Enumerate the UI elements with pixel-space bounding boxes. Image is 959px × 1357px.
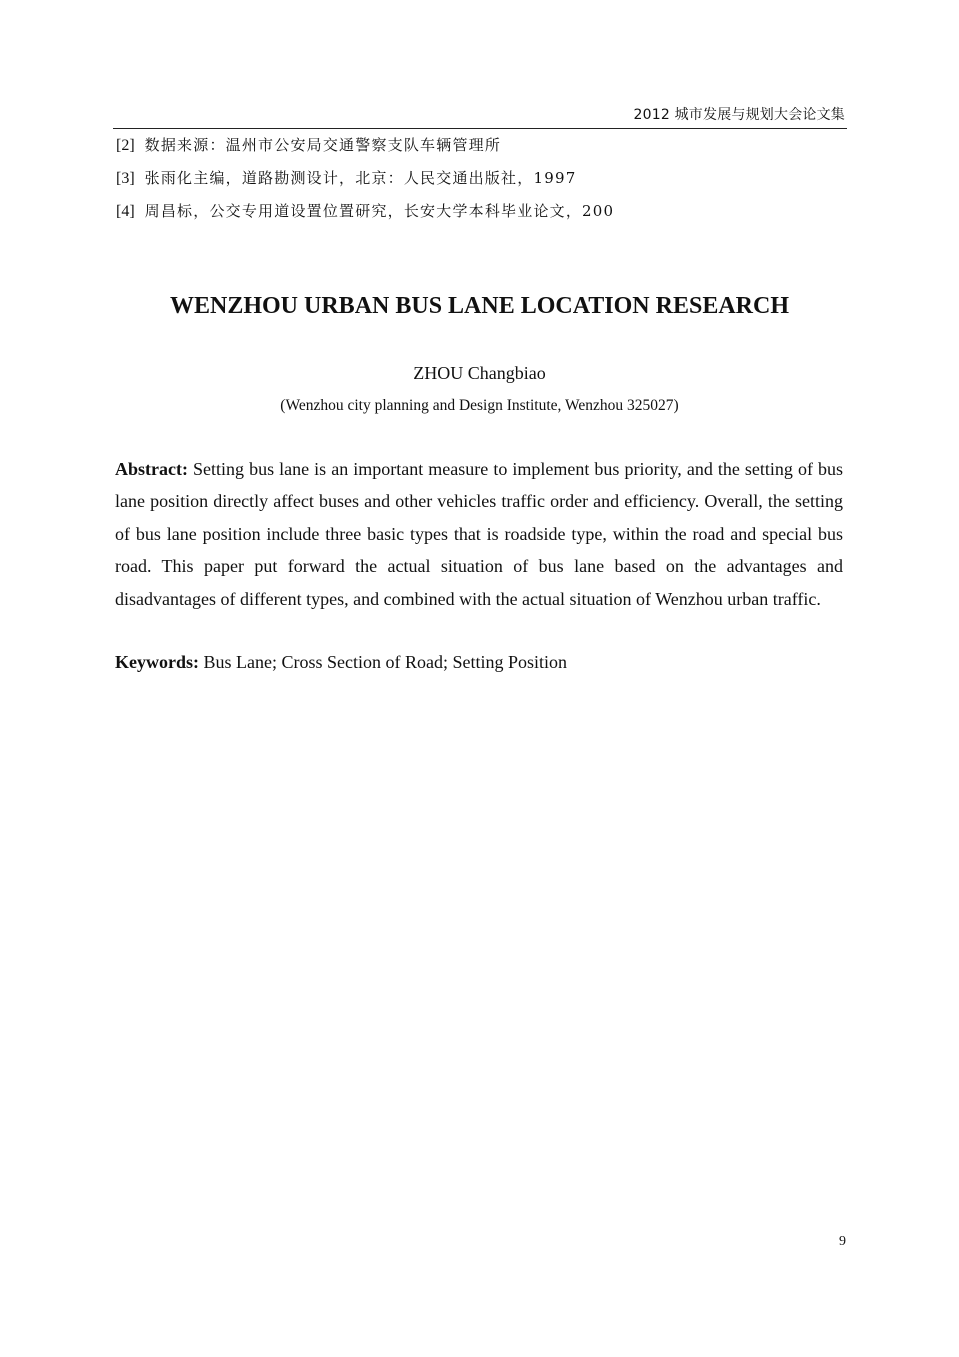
- reference-number: [2]: [116, 137, 135, 154]
- abstract: [115, 453, 843, 615]
- author-name: ZHOU Changbiao: [413, 363, 546, 383]
- keywords: [115, 646, 843, 678]
- reference-item: [116, 167, 846, 200]
- paper-title: WENZHOU URBAN BUS LANE LOCATION RESEARCH: [170, 293, 789, 319]
- abstract-text: Setting bus lane is an important measure to implement bus priority, and the setting of bus lane position directly affect buses and other vehicles traffic order and efficiency. Overall, the setting of bus lane position include three basic types that is roadside type, within the road and special bus road. This paper put forward the actual situation of bus lane based on the advantages and disadvantages of different types, and combined with the actual situation of Wenzhou urban traffic.: [115, 459, 844, 609]
- reference-item: [116, 134, 846, 167]
- reference-list: [116, 134, 846, 233]
- reference-number: [3]: [116, 170, 135, 187]
- reference-number: [4]: [116, 203, 135, 220]
- reference-text: 周昌标，公交专用道设置位置研究，长安大学本科毕业论文，200: [144, 202, 615, 220]
- running-header: [113, 104, 847, 129]
- reference-item: [116, 200, 846, 233]
- reference-text: 数据来源：温州市公安局交通警察支队车辆管理所: [144, 136, 502, 154]
- reference-text: 张雨化主编，道路勘测设计，北京：人民交通出版社，1997: [144, 169, 577, 187]
- abstract-label: Abstract:: [115, 459, 188, 479]
- page-number: 9: [839, 1234, 846, 1249]
- author-affiliation: (Wenzhou city planning and Design Institute, Wenzhou 325027): [280, 397, 679, 414]
- keywords-label: Keywords:: [115, 652, 199, 672]
- keywords-text: Bus Lane; Cross Section of Road; Setting Position: [203, 652, 567, 672]
- running-header-text: 2012 城市发展与规划大会论文集: [633, 107, 845, 123]
